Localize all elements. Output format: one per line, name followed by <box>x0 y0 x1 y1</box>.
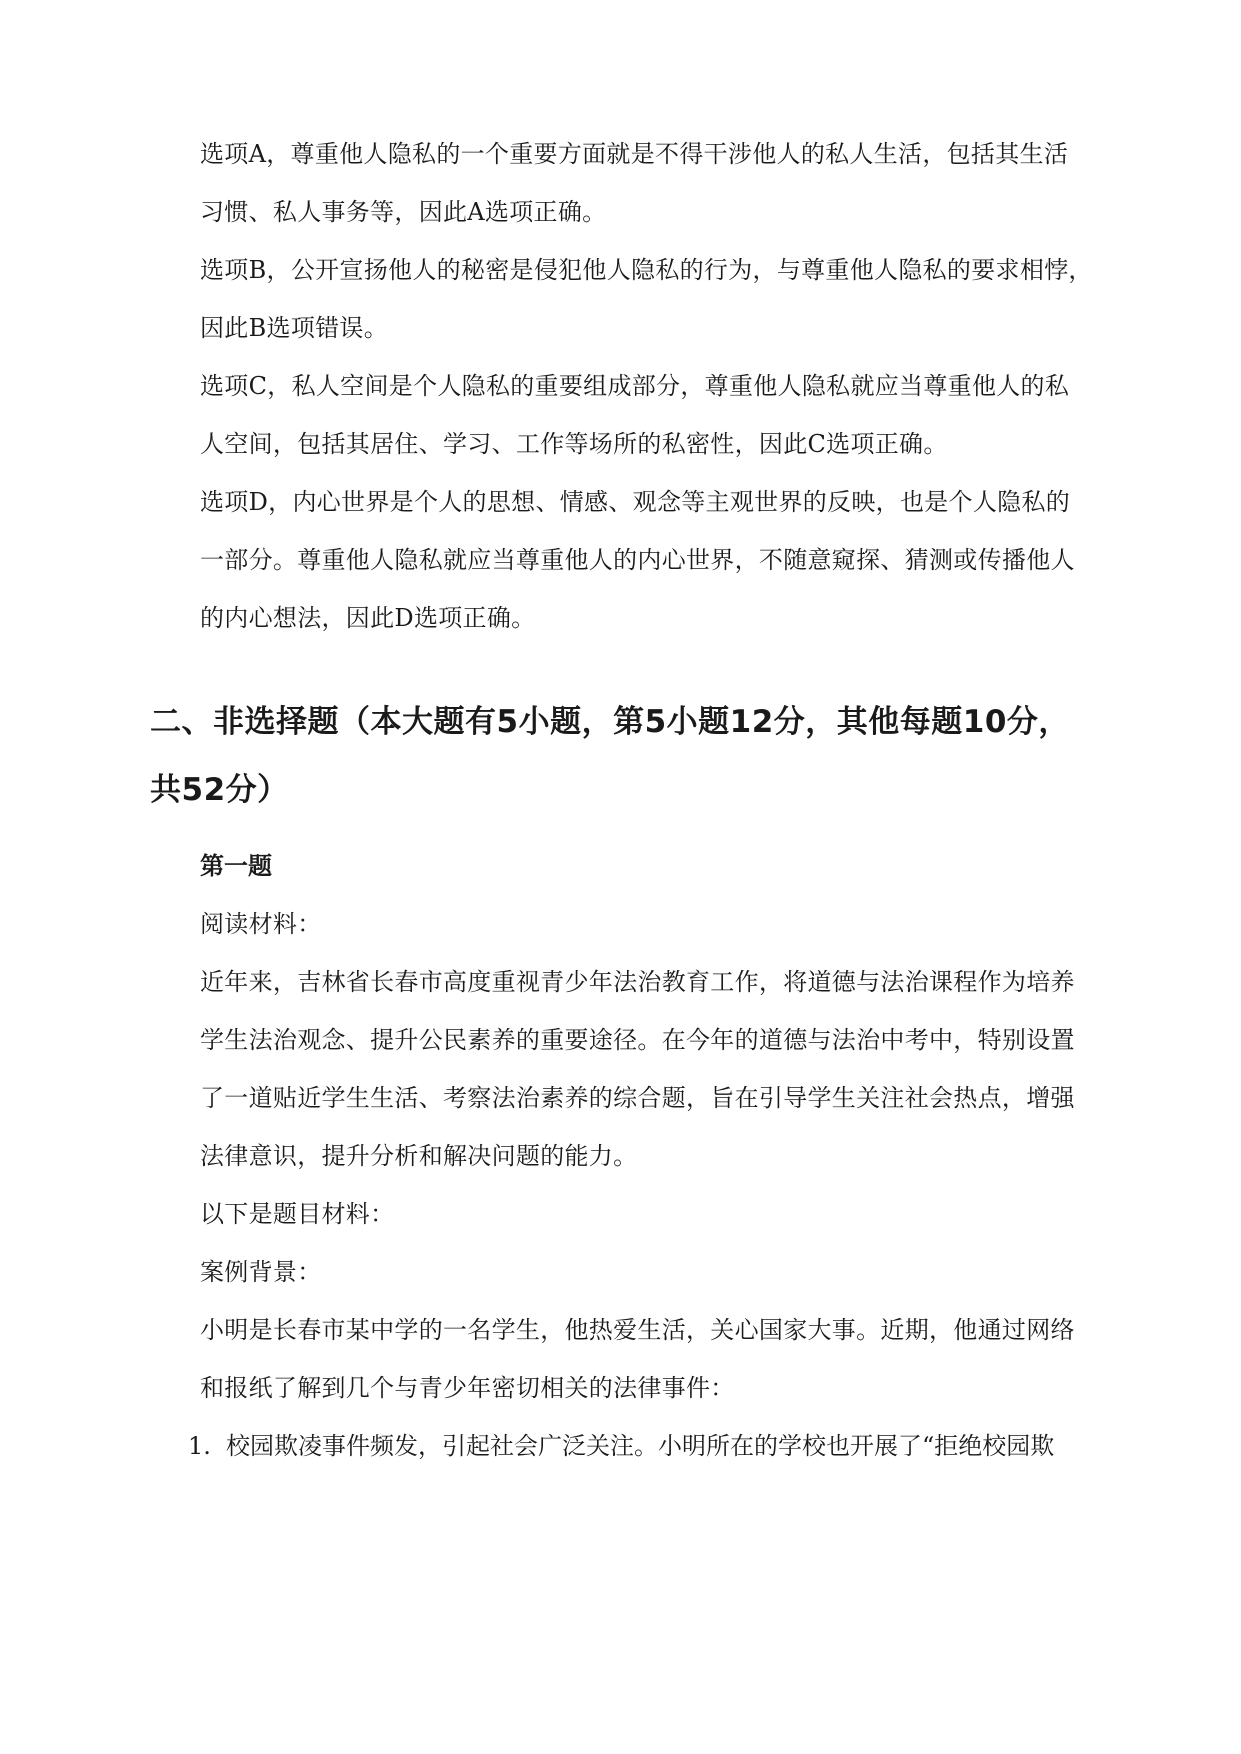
paragraph-line-1: 近年来，吉林省长春市高度重视青少年法治教育工作，将道德与法治课程作为培养 <box>200 968 1075 996</box>
paragraph-line-4: 法律意识，提升分析和解决问题的能力。 <box>200 1142 638 1170</box>
question-heading: 第一题 <box>200 852 272 880</box>
paragraph-line-2: 学生法治观念、提升公民素养的重要途径。在今年的道德与法治中考中，特别设置 <box>200 1026 1075 1054</box>
option-b-line-1: 选项B，公开宣扬他人的秘密是侵犯他人隐私的行为，与尊重他人隐私的要求相悖， <box>200 256 1093 284</box>
option-a-line-2: 习惯、私人事务等，因此A选项正确。 <box>200 198 607 226</box>
section-title-line-1: 二、非选择题（本大题有5小题，第5小题12分，其他每题10分， <box>150 704 1070 740</box>
case-text-line-2: 和报纸了解到几个与青少年密切相关的法律事件： <box>200 1374 735 1402</box>
case-label: 案例背景： <box>200 1258 322 1286</box>
section-title-line-2: 共52分） <box>150 772 289 808</box>
case-text-line-1: 小明是长春市某中学的一名学生，他热爱生活，关心国家大事。近期，他通过网络 <box>200 1316 1075 1344</box>
option-b-line-2: 因此B选项错误。 <box>200 314 389 342</box>
intro-text: 以下是题目材料： <box>200 1200 395 1228</box>
option-a-line-1: 选项A，尊重他人隐私的一个重要方面就是不得干涉他人的私人生活，包括其生活 <box>200 140 1069 168</box>
option-d-line-1: 选项D，内心世界是个人的思想、情感、观念等主观世界的反映，也是个人隐私的 <box>200 488 1071 516</box>
option-d-line-2: 一部分。尊重他人隐私就应当尊重他人的内心世界，不随意窥探、猜测或传播他人 <box>200 546 1075 574</box>
read-label: 阅读材料： <box>200 910 322 938</box>
option-d-line-3: 的内心想法，因此D选项正确。 <box>200 604 536 632</box>
list-item-text: 校园欺凌事件频发，引起社会广泛关注。小明所在的学校也开展了“拒绝校园欺 <box>226 1432 1055 1460</box>
list-item-number: 1. <box>188 1432 211 1460</box>
option-c-line-1: 选项C，私人空间是个人隐私的重要组成部分，尊重他人隐私就应当尊重他人的私 <box>200 372 1070 400</box>
option-c-line-2: 人空间，包括其居住、学习、工作等场所的私密性，因此C选项正确。 <box>200 430 948 458</box>
paragraph-line-3: 了一道贴近学生生活、考察法治素养的综合题，旨在引导学生关注社会热点，增强 <box>200 1084 1075 1112</box>
